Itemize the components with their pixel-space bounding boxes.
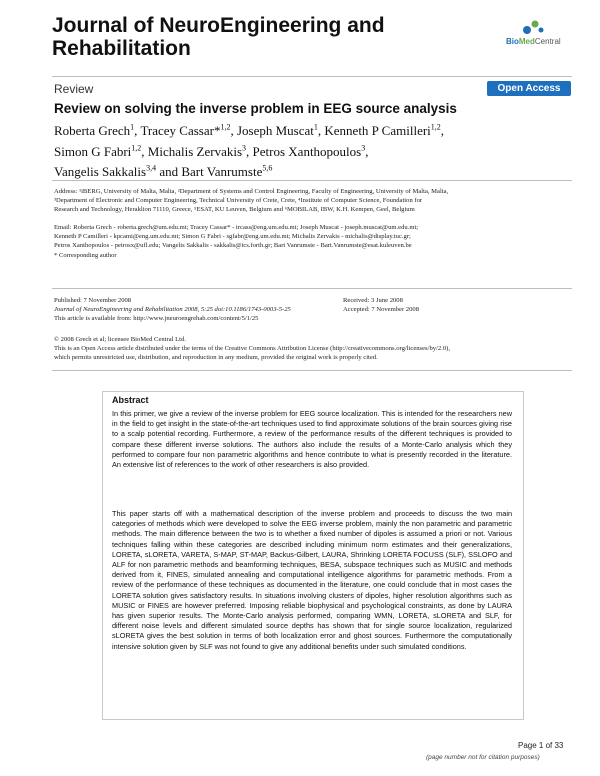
header-divider [52,76,572,77]
author: Joseph Muscat$^1$, [236,123,325,139]
abstract-paragraph-2: This paper starts off with a mathematical description of the inverse problem and proceeds to discuss the two main categories of methods which were developed to solve the EEG inverse problem, mainly the non parametric and parametric methods. The main difference between the two is to whether a fixed number of dipoles is assumed a priori or not. Various techniques falling within these categories are described including minimum norm estimates and their generalizations, LORETA, sLORETA, VARETA, S-MAP, ST-MAP, Backus-Gilbert, LAURA, Shrinking LORETA FOCUSS (SLF), SSLOFO and ALF for non parametric methods and beamforming techniques, BESA, subspace techniques such as MUSIC and methods derived from it, FINES, simulated annealing and computational intelligence algorithms for parametric methods. From a review of the performance of these techniques as documented in the literature, one could conclude that in most cases the LORETA solution gives satisfactory results. In situations involving clusters of dipoles, higher resolution algorithms such as MUSIC or FINES are however preferred. Imposing reliable biophysical and psychological constraints, as done by LAURA has given superior results. The Monte-Carlo analysis performed, comparing WMN, LORETA, sLORETA and SLF, for different noise levels and different simulated source depths has shown that for single source localization, regularized sLORETA gives the best solution in terms of both localization error and ghost sources. Furthermore the computationally intensive solution given by SLF was not found to give any additional benefits under such simulated conditions. [112,509,512,651]
author-list [54,119,574,180]
citation: Journal of NeuroEngineering and Rehabilitation 2008, 5:25 doi:10.1186/1743-0003-5-25 [54,306,291,314]
license-line[interactable]: This is an Open Access article distributed under the terms of the Creative Commons Attribution License (http://creativecommons.org/licenses/by/2.0), [54,345,450,353]
received-date: Received: 3 June 2008 [343,297,403,304]
logo-bio: Bio [506,37,519,46]
open-access-badge: Open Access [487,81,571,96]
page-note: (page number not for citation purposes) [426,754,540,761]
copyright-divider [52,370,572,371]
license-line: which permits unrestricted use, distribution, and reproduction in any medium, provided the original work is properly cited. [54,354,378,362]
logo-central: Central [534,37,561,46]
logo-text [506,37,561,46]
article-url[interactable]: This article is available from: http://www.jneuroengrehab.com/content/5/1/25 [54,315,259,323]
email-line: Kenneth P Camilleri - kpcami@eng.um.edu.mt; Simon G Fabri - sgfabr@eng.um.edu.mt; Michalis Zervakis - michalis@display.tuc.gr; [54,233,411,241]
biomed-central-logo [506,18,566,54]
author: Petros Xanthopoulos$^3$, [252,143,369,159]
accepted-date: Accepted: 7 November 2008 [343,306,419,314]
journal-title [52,14,385,60]
copyright-block [54,335,574,363]
logo-med: Med [518,37,535,46]
journal-title-line2: Rehabilitation [52,37,191,60]
corresponding-author-note: * Corresponding author [54,251,117,259]
author: Michalis Zervakis$^3$, [147,143,253,159]
copyright-line: © 2008 Grech et al; licensee BioMed Central Ltd. [54,336,186,343]
email-line: Email: Roberta Grech - roberta.grech@um.edu.mt; Tracey Cassar* - trcass@eng.um.edu.mt; Joseph Muscat - joseph.muscat@um.edu.mt; [54,224,419,231]
address-line: ³Department of Electronic and Computer Engineering, Technical University of Crete, Crete, ⁴Institute of Computer Science, Foundation for [54,197,423,205]
abstract-heading: Abstract [112,395,149,405]
publication-info [54,296,374,324]
address-block [54,187,574,215]
author: Kenneth P Camilleri$^{1,2}$, [324,123,445,139]
logo-dots-icon [521,18,545,36]
author: Roberta Grech$^1$, [54,123,141,139]
meta-divider [52,288,572,289]
journal-title-line1: Journal of NeuroEngineering and [52,14,385,37]
address-line: Address: ¹iBERG, University of Malta, Malta, ²Department of Systems and Control Engineering, Faculty of Engineering, University of Malta, Malta, [54,188,449,195]
page-number: Page 1 of 33 [518,741,564,750]
published-date: Published: 7 November 2008 [54,297,132,304]
abstract-paragraph-1: In this primer, we give a review of the inverse problem for EEG source localization. This is intended for the researchers new in the field to get insight in the state-of-the-art techniques used to find approximate solutions of the brain sources giving rise to a scalp potential recording. Furthermore, a review of the performance results of the different techniques is provided to compare these different inverse solutions. The authors also include the results of a Monte-Carlo analysis which they performed to compare four non parametric algorithms and hence contribute to what is presently recorded in the literature. An extensive list of references to the work of other researchers is also provided. [112,409,512,470]
article-title: Review on solving the inverse problem in EEG source analysis [54,101,457,116]
address-line: Research and Technology, Heraklion 71110, Greece, ⁵ESAT, KU Leuven, Belgium and ⁶MOBILAB, IBW, K.H. Kempen, Geel, Belgium [54,206,415,214]
received-accepted [343,296,543,314]
author: Simon G Fabri$^{1,2}$, [54,143,148,159]
email-line: Petros Xanthopoulos - petrosx@ufl.edu; Vangelis Sakkalis - sakkalis@ics.forth.gr; Bart Vanrumste - Bart.Vanrumste@esat.kuleuven.be [54,242,412,250]
authors-divider [52,180,572,181]
author: Vangelis Sakkalis$^{3,4}$ and [54,163,182,179]
email-block [54,223,574,260]
section-label: Review [54,82,94,96]
author: Bart Vanrumste$^{5,6}$ [181,163,273,179]
author: Tracey Cassar*$^{1,2}$, [140,123,237,139]
